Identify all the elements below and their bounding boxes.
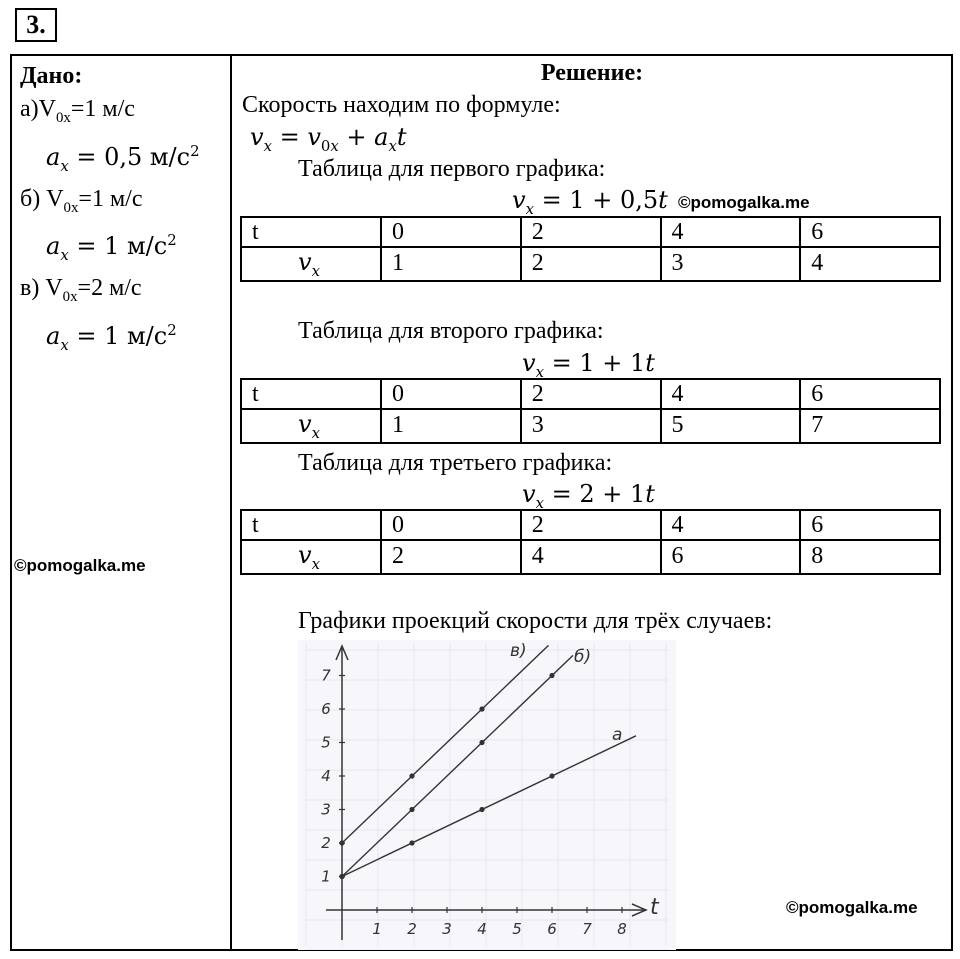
data-point bbox=[409, 840, 414, 845]
y-tick-label: 7 bbox=[321, 666, 331, 685]
velocity-graph bbox=[298, 640, 676, 950]
table-cell: 4 bbox=[800, 247, 940, 281]
table-row bbox=[241, 540, 940, 574]
table2-caption: Таблица для второго графика: bbox=[298, 318, 604, 344]
task-number: 3. bbox=[15, 8, 57, 42]
given-section bbox=[20, 60, 200, 362]
series-label: в) bbox=[510, 641, 527, 661]
data-point bbox=[549, 673, 554, 678]
table-cell-vx-label: $v_x$ bbox=[241, 247, 381, 281]
table-row bbox=[241, 217, 940, 247]
table-cell: t bbox=[241, 510, 381, 540]
table-cell: t bbox=[241, 217, 381, 247]
data-point bbox=[339, 874, 344, 879]
table-cell: 4 bbox=[661, 217, 801, 247]
x-tick-label: 2 bbox=[407, 920, 417, 938]
data-point bbox=[409, 773, 414, 778]
table3-caption: Таблица для третьего графика: bbox=[298, 450, 613, 476]
x-tick-label: 8 bbox=[617, 920, 627, 938]
series-line bbox=[342, 736, 636, 877]
table1-caption: Таблица для первого графика: bbox=[298, 156, 606, 182]
given-c-velocity: в) $V_{0x}=2$ м/с bbox=[20, 275, 142, 305]
table-cell: 2 bbox=[381, 540, 521, 574]
table2-formula: $v_x = 1 + 1t$ bbox=[522, 349, 655, 381]
table-cell: 2 bbox=[521, 247, 661, 281]
x-tick-label: 7 bbox=[582, 920, 592, 938]
table1-formula: $v_x = 1 + 0,5t$ bbox=[512, 186, 668, 218]
column-divider bbox=[230, 54, 232, 951]
table-cell: 0 bbox=[381, 510, 521, 540]
table-cell: 3 bbox=[521, 409, 661, 443]
series-label: а bbox=[612, 725, 623, 745]
solution-header: Решение: bbox=[540, 60, 644, 86]
table-row bbox=[241, 247, 940, 281]
table-cell: 0 bbox=[381, 217, 521, 247]
graphs-caption: Графики проекций скорости для трёх случаев: bbox=[298, 608, 773, 634]
given-b-accel: $a_x = 1$ $м/с^2$ bbox=[46, 231, 177, 265]
velocity-chart-svg bbox=[298, 640, 676, 950]
y-tick-label: 6 bbox=[321, 700, 331, 718]
table-cell: 1 bbox=[381, 247, 521, 281]
table3-formula: $v_x = 2 + 1t$ bbox=[522, 480, 655, 512]
main-formula: $v_x = v_{0x} + a_xt$ bbox=[250, 123, 407, 155]
table-cell: 2 bbox=[521, 379, 661, 409]
given-b-velocity: б) $V_{0x}=1$ м/с bbox=[20, 185, 143, 216]
series-line bbox=[342, 655, 573, 876]
table-cell-vx-label: $v_x$ bbox=[241, 409, 381, 443]
table-cell: 6 bbox=[800, 379, 940, 409]
table2 bbox=[240, 378, 941, 444]
given-c-accel: $a_x = 1$ $м/с^2$ bbox=[46, 320, 177, 354]
table-cell: 4 bbox=[661, 379, 801, 409]
table-row bbox=[241, 510, 940, 540]
data-point bbox=[409, 807, 414, 812]
table-cell: 4 bbox=[521, 540, 661, 574]
y-tick-label: 2 bbox=[321, 834, 331, 852]
x-tick-label: 6 bbox=[547, 920, 557, 938]
x-tick-label: 5 bbox=[512, 920, 522, 938]
table-cell: 8 bbox=[800, 540, 940, 574]
data-point bbox=[549, 773, 554, 778]
y-tick-label: 5 bbox=[321, 733, 331, 752]
y-tick-label: 3 bbox=[321, 800, 331, 819]
table-cell: 6 bbox=[800, 510, 940, 540]
table-cell: 0 bbox=[381, 379, 521, 409]
watermark-top: ©pomogalka.me bbox=[678, 193, 810, 212]
data-point bbox=[479, 740, 484, 745]
table3 bbox=[240, 509, 941, 575]
table-cell-vx-label: $v_x$ bbox=[241, 540, 381, 574]
watermark-left: ©pomogalka.me bbox=[14, 556, 146, 575]
table-cell: 7 bbox=[800, 409, 940, 443]
data-point bbox=[339, 840, 344, 845]
given-a-accel: $a_x = 0,5$ $м/с^2$ bbox=[46, 141, 200, 175]
series-line bbox=[342, 645, 549, 843]
y-tick-label: 4 bbox=[321, 767, 331, 785]
x-axis-label: t bbox=[650, 895, 659, 920]
table-cell: t bbox=[241, 379, 381, 409]
table1 bbox=[240, 216, 941, 282]
y-tick-label: 1 bbox=[321, 867, 331, 886]
x-tick-label: 1 bbox=[372, 920, 382, 938]
watermark-bottom: ©pomogalka.me bbox=[786, 898, 918, 917]
table-cell: 1 bbox=[381, 409, 521, 443]
x-tick-label: 3 bbox=[442, 920, 452, 938]
table-cell: 2 bbox=[521, 217, 661, 247]
given-a-velocity: $а)V_{0x}=1$ м/с bbox=[20, 96, 135, 126]
formula-intro: Скорость находим по формуле: bbox=[242, 92, 561, 118]
table-cell: 2 bbox=[521, 510, 661, 540]
x-tick-label: 4 bbox=[477, 920, 487, 938]
table-cell: 6 bbox=[661, 540, 801, 574]
table-row bbox=[241, 409, 940, 443]
data-point bbox=[479, 706, 484, 711]
table-cell: 5 bbox=[661, 409, 801, 443]
table-cell: 3 bbox=[661, 247, 801, 281]
series-label: б) bbox=[574, 647, 592, 667]
table-cell: 4 bbox=[661, 510, 801, 540]
table-cell: 6 bbox=[800, 217, 940, 247]
given-header: Дано: bbox=[20, 63, 83, 89]
table-row bbox=[241, 379, 940, 409]
data-point bbox=[479, 807, 484, 812]
